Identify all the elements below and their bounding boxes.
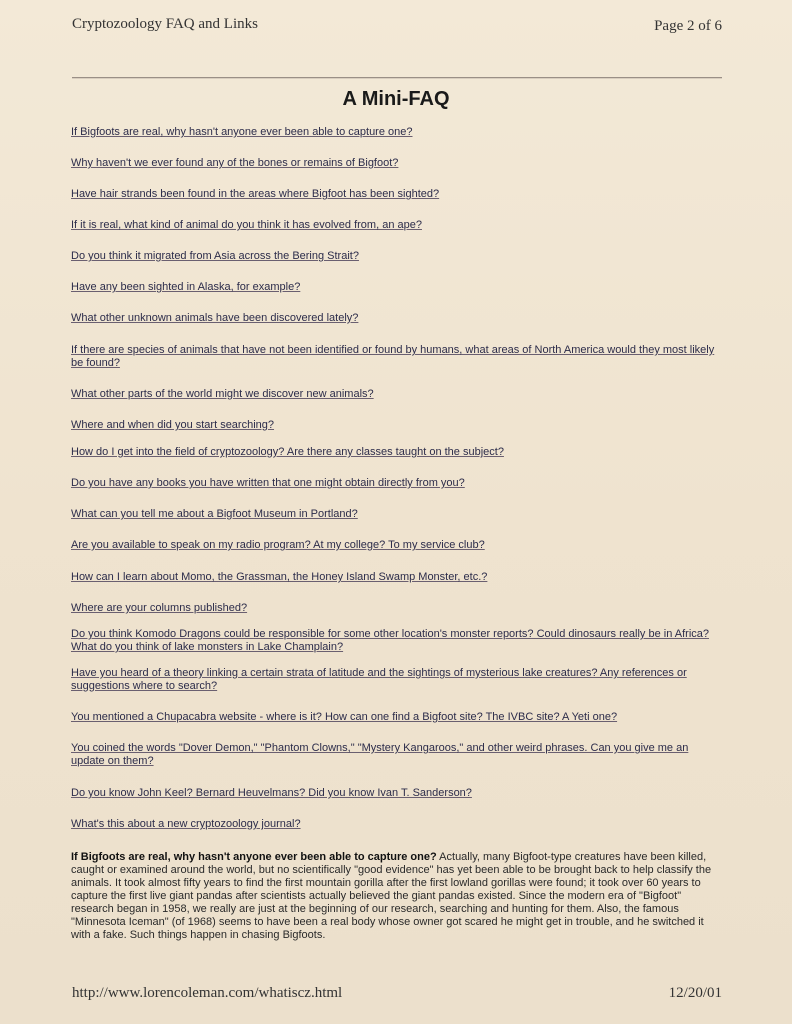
- faq-link-komodo-dragons[interactable]: Do you think Komodo Dragons could be responsible for some other location's monster reports? Could dinosaurs really be in Africa? What do you think of lake monsters in Lake Champlain?: [71, 628, 709, 653]
- faq-link-john-keel[interactable]: Do you know John Keel? Bernard Heuvelmans? Did you know Ivan T. Sanderson?: [71, 787, 472, 799]
- page-number: Page 2 of 6: [654, 18, 722, 34]
- faq-link-north-america-areas[interactable]: If there are species of animals that have not been identified or found by humans, what areas of North America would they most likely be found?: [71, 344, 715, 369]
- faq-title: A Mini-FAQ: [342, 88, 450, 110]
- faq-link-speak[interactable]: Are you available to speak on my radio program? At my college? To my service club?: [71, 539, 485, 551]
- faq-answer-question: If Bigfoots are real, why hasn't anyone ever been able to capture one?: [71, 851, 437, 863]
- faq-link-unknown-animals[interactable]: What other unknown animals have been discovered lately?: [71, 312, 359, 324]
- faq-link-momo[interactable]: How can I learn about Momo, the Grassman, the Honey Island Swamp Monster, etc.?: [71, 571, 488, 583]
- page-footer-url: http://www.lorencoleman.com/whatiscz.html: [72, 985, 343, 1001]
- faq-answer-text: Actually, many Bigfoot-type creatures have been killed, caught or examined around the world, but no scientifically "good evidence" has yet been able to be brought back to help classify the animals. It took almost fifty years to find the first mountain gorilla after the first lowland gorillas were found; it took over 60 years to capture the first live giant pandas after scientists actually believed the giant pandas existed. Since the modern era of "Bigfoot" research began in 1958, we really are just at the beginning of our research, searching and hunting for them. Also, the famous "Minnesota Iceman" (of 1968) seems to have been a real body whose owner got scared he might get in trouble, and he switched it with a fake. Such things happen in chasing Bigfoots.: [71, 851, 712, 941]
- faq-link-field-cryptozoology[interactable]: How do I get into the field of cryptozoology? Are there any classes taught on the subject?: [71, 446, 504, 458]
- faq-link-bones[interactable]: Why haven't we ever found any of the bones or remains of Bigfoot?: [71, 157, 399, 169]
- faq-link-hair-strands[interactable]: Have hair strands been found in the areas where Bigfoot has been sighted?: [71, 188, 440, 200]
- faq-link-columns[interactable]: Where are your columns published?: [71, 602, 248, 614]
- faq-link-bering-strait[interactable]: Do you think it migrated from Asia across the Bering Strait?: [71, 250, 359, 262]
- faq-link-new-journal[interactable]: What's this about a new cryptozoology journal?: [71, 818, 301, 830]
- header-divider: [72, 77, 722, 79]
- faq-link-capture[interactable]: If Bigfoots are real, why hasn't anyone ever been able to capture one?: [71, 126, 413, 138]
- faq-link-dover-demon[interactable]: You coined the words "Dover Demon," "Phantom Clowns," "Mystery Kangaroos," and other weird phrases. Can you give me an update on them?: [71, 742, 689, 767]
- faq-link-chupacabra[interactable]: You mentioned a Chupacabra website - where is it? How can one find a Bigfoot site? The IVBC site? A Yeti one?: [71, 711, 618, 723]
- faq-link-parts-of-world[interactable]: What other parts of the world might we discover new animals?: [71, 388, 374, 400]
- page-footer-date: 12/20/01: [668, 985, 722, 1001]
- faq-link-bigfoot-museum[interactable]: What can you tell me about a Bigfoot Museum in Portland?: [71, 508, 358, 520]
- faq-answer: [71, 851, 723, 942]
- faq-link-alaska[interactable]: Have any been sighted in Alaska, for example?: [71, 281, 301, 293]
- page-header-title: Cryptozoology FAQ and Links: [72, 16, 258, 32]
- faq-link-start-searching[interactable]: Where and when did you start searching?: [71, 419, 275, 431]
- faq-link-books[interactable]: Do you have any books you have written that one might obtain directly from you?: [71, 477, 465, 489]
- faq-link-evolved[interactable]: If it is real, what kind of animal do you think it has evolved from, an ape?: [71, 219, 422, 231]
- faq-link-latitude-theory[interactable]: Have you heard of a theory linking a certain strata of latitude and the sightings of mysterious lake creatures? Any references or suggestions where to search?: [71, 667, 687, 692]
